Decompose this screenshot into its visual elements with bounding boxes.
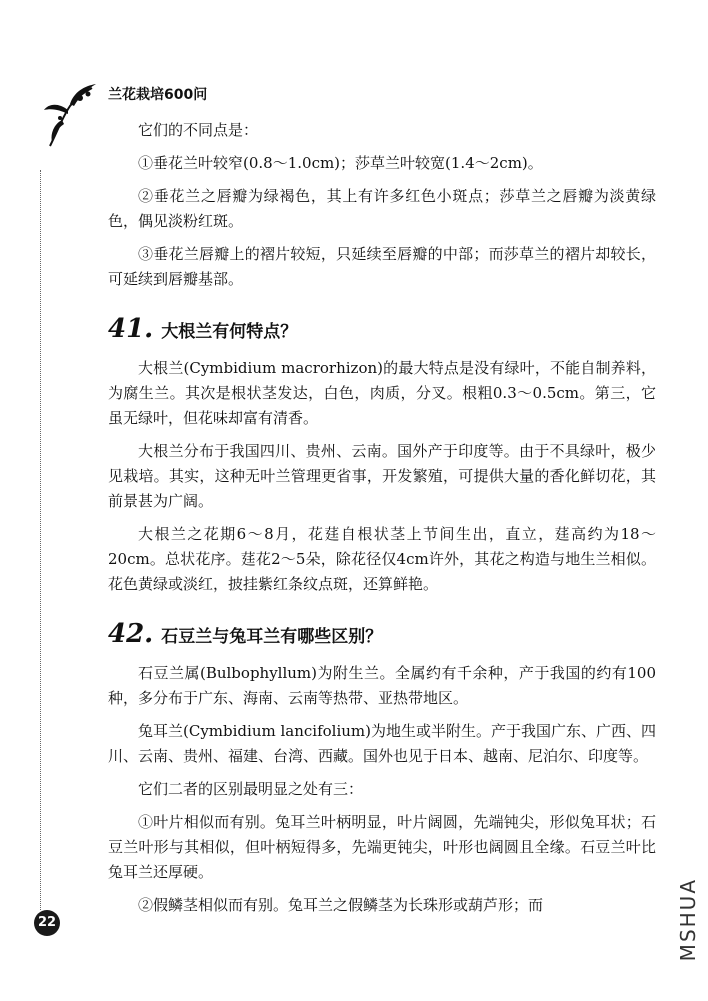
- orchid-ornament-icon: [40, 80, 106, 150]
- page-body: [108, 118, 656, 926]
- intro-paragraph: 它们的不同点是：: [138, 121, 259, 139]
- answer-paragraph: 大根兰分布于我国四川、贵州、云南。国外产于印度等。由于不具绿叶，极少见栽培。其实，这种无叶兰管理更省事，开发繁殖，可提供大量的香化鲜切花，其前景甚为广阔。: [108, 442, 656, 510]
- question-41-heading: [108, 314, 656, 344]
- margin-dotted-rule: [40, 170, 41, 910]
- answer-paragraph: 它们二者的区别最明显之处有三：: [138, 780, 364, 798]
- answer-paragraph: ②假鳞茎相似而有别。兔耳兰之假鳞茎为长珠形或葫芦形；而: [138, 896, 544, 914]
- intro-paragraph: ③垂花兰唇瓣上的褶片较短，只延续至唇瓣的中部；而莎草兰的褶片却较长，可延续到唇瓣基部。: [108, 245, 656, 288]
- answer-paragraph: 石豆兰属(Bulbophyllum)为附生兰。全属约有千余种，产于我国的约有100种，多分布于广东、海南、云南等热带、亚热带地区。: [108, 664, 656, 707]
- watermark: MSHUA: [676, 878, 700, 962]
- question-number: 42.: [108, 619, 154, 649]
- answer-paragraph: 大根兰(Cymbidium macrorhizon)的最大特点是没有绿叶，不能自制养料，为腐生兰。其次是根状茎发达，白色，肉质，分叉。根粗0.3～0.5cm。第三，它虽无绿叶，但花味却富有清香。: [108, 359, 656, 427]
- question-number: 41.: [108, 314, 154, 344]
- intro-paragraph: ①垂花兰叶较窄(0.8～1.0cm)；莎草兰叶较宽(1.4～2cm)。: [138, 154, 543, 172]
- running-header-title: 兰花栽培600问: [108, 87, 208, 103]
- question-title: 大根兰有何特点？: [161, 322, 298, 342]
- answer-paragraph: 大根兰之花期6～8月，花莛自根状茎上节间生出，直立，莛高约为18～20cm。总状花序。莛花2～5朵，除花径仅4cm许外，其花之构造与地生兰相似。花色黄绿或淡红，披挂紫红条纹点斑，还算鲜艳。: [108, 525, 656, 593]
- question-42-heading: [108, 619, 656, 649]
- question-title: 石豆兰与兔耳兰有哪些区别？: [161, 627, 383, 647]
- answer-paragraph: ①叶片相似而有别。兔耳兰叶柄明显，叶片阔圆，先端钝尖，形似兔耳状；石豆兰叶形与其相似，但叶柄短得多，先端更钝尖，叶形也阔圆且全缘。石豆兰叶比兔耳兰还厚硬。: [108, 813, 656, 881]
- page-number: 22: [34, 910, 60, 936]
- answer-paragraph: 兔耳兰(Cymbidium lancifolium)为地生或半附生。产于我国广东、广西、四川、云南、贵州、福建、台湾、西藏。国外也见于日本、越南、尼泊尔、印度等。: [108, 722, 656, 765]
- intro-paragraph: ②垂花兰之唇瓣为绿褐色，其上有许多红色小斑点；莎草兰之唇瓣为淡黄绿色，偶见淡粉红斑。: [108, 187, 656, 230]
